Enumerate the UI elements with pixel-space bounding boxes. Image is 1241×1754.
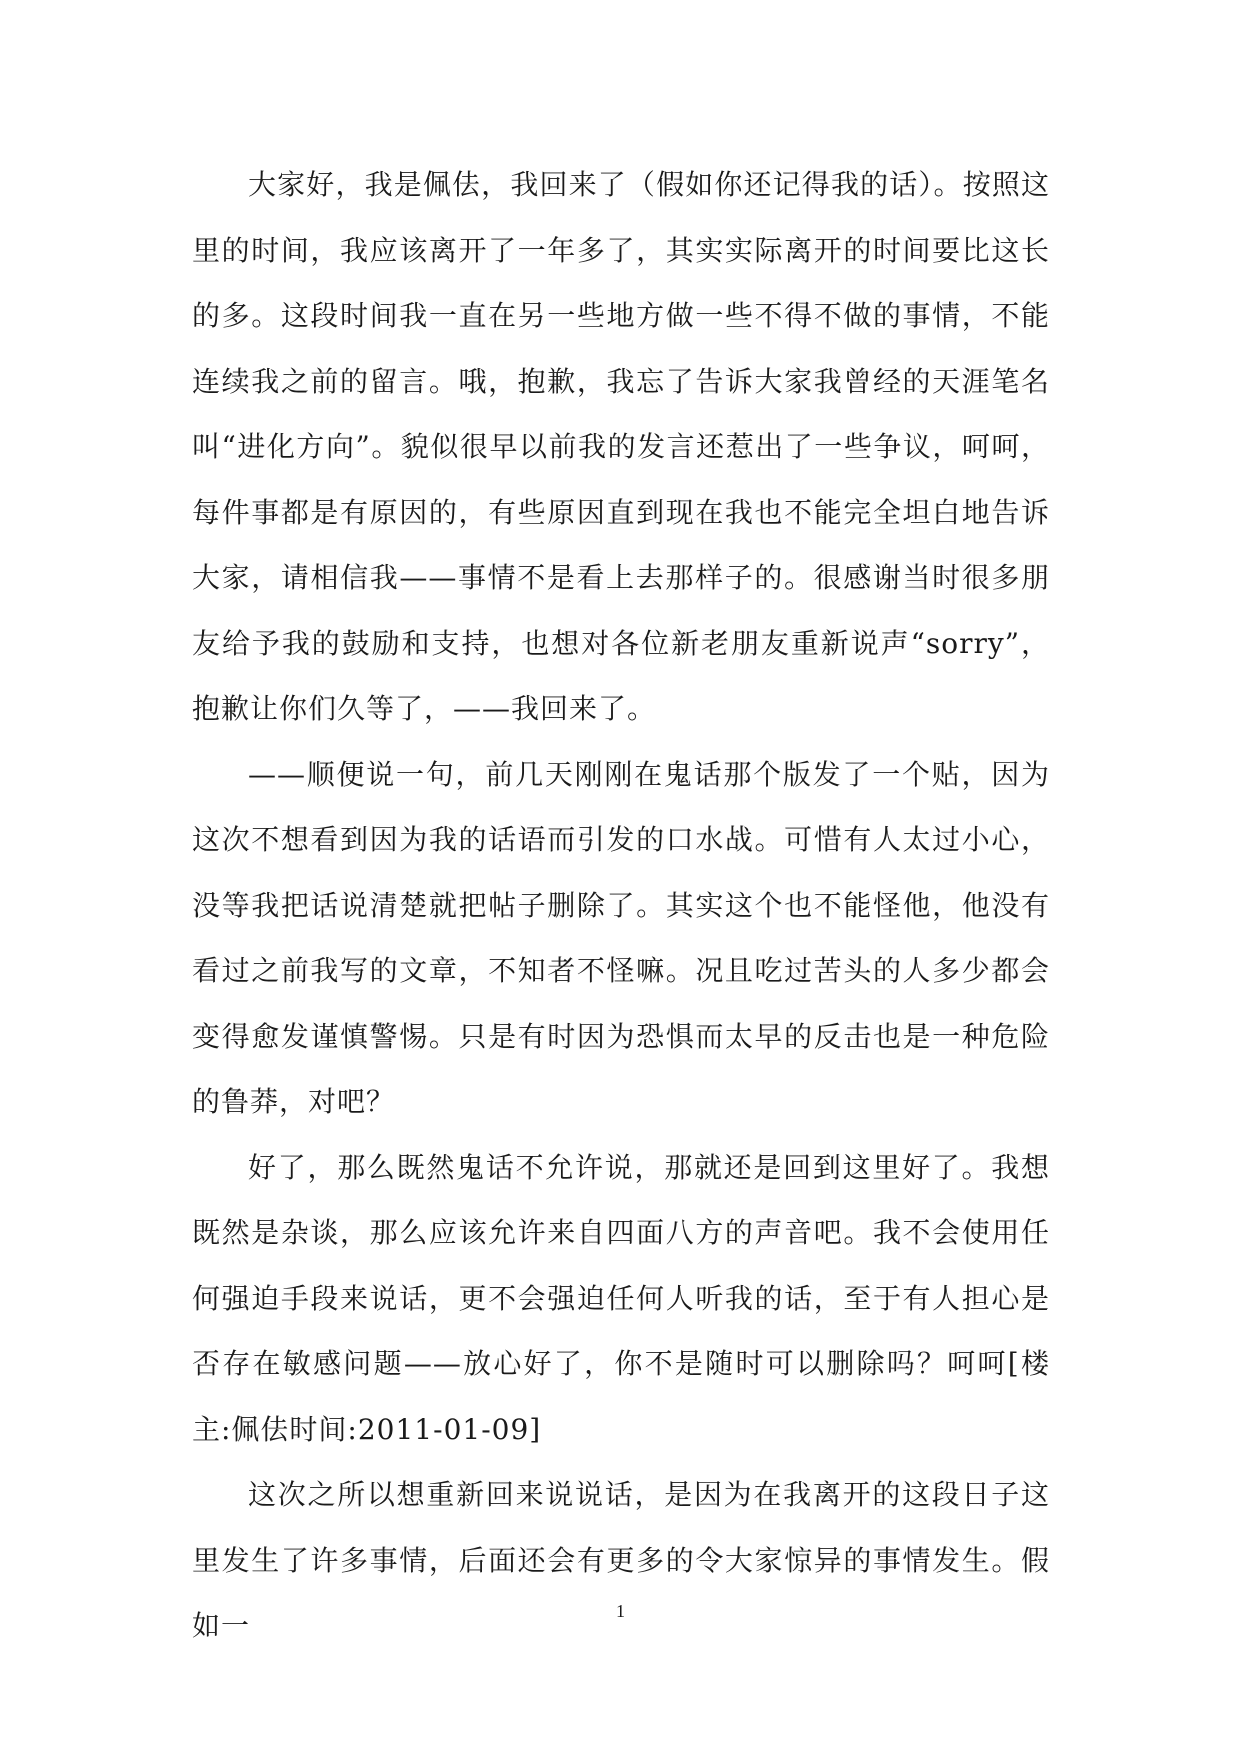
- body-text: [192, 152, 1050, 1659]
- paragraph-1: 大家好，我是佩佉，我回来了（假如你还记得我的话）。按照这里的时间，我应该离开了一年多了，其实实际离开的时间要比这长的多。这段时间我一直在另一些地方做一些不得不做的事情，不能连续我之前的留言。哦，抱歉，我忘了告诉大家我曾经的天涯笔名叫“进化方向”。貌似很早以前我的发言还惹出了一些争议，呵呵，每件事都是有原因的，有些原因直到现在我也不能完全坦白地告诉大家，请相信我——事情不是看上去那样子的。很感谢当时很多朋友给予我的鼓励和支持，也想对各位新老朋友重新说声“sorry”，抱歉让你们久等了，——我回来了。: [192, 168, 1050, 725]
- paragraph-2: ——顺便说一句，前几天刚刚在鬼话那个版发了一个贴，因为这次不想看到因为我的话语而引发的口水战。可惜有人太过小心，没等我把话说清楚就把帖子删除了。其实这个也不能怪他，他没有看过之前我写的文章，不知者不怪嘛。况且吃过苦头的人多少都会变得愈发谨慎警惕。只是有时因为恐惧而太早的反击也是一种危险的鲁莽，对吧？: [192, 757, 1050, 1118]
- page-number: 1: [616, 1601, 625, 1621]
- paragraph-3: 好了，那么既然鬼话不允许说，那就还是回到这里好了。我想既然是杂谈，那么应该允许来自四面八方的声音吧。我不会使用任何强迫手段来说话，更不会强迫任何人听我的话，至于有人担心是否存在敏感问题——放心好了，你不是随时可以删除吗？呵呵[楼主:佩佉时间:2011-01-09]: [192, 1150, 1050, 1446]
- paragraph-4: 这次之所以想重新回来说说话，是因为在我离开的这段日子这里发生了许多事情，后面还会有更多的令大家惊异的事情发生。假如一: [192, 1478, 1050, 1642]
